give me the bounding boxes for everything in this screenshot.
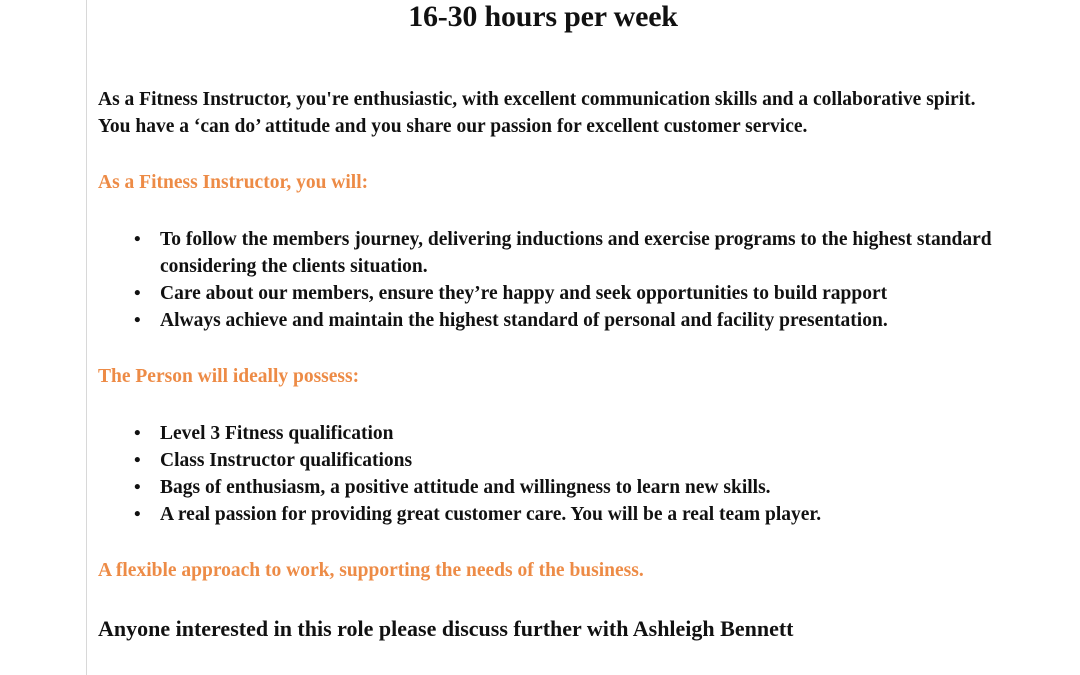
closing-statement: Anyone interested in this role please discuss further with Ashleigh Bennett	[98, 616, 794, 641]
list-item: • Bags of enthusiasm, a positive attitude and willingness to learn new skills.	[160, 474, 998, 501]
spacer	[98, 196, 998, 226]
spacer	[98, 334, 998, 364]
section-heading-person-spec: The Person will ideally possess:	[98, 366, 360, 387]
intro-paragraph: As a Fitness Instructor, you're enthusiastic, with excellent communication skills and a collaborative spirit. You have a ‘can do’ attitude and you share our passion for excellent customer service.	[98, 89, 976, 137]
spacer	[98, 390, 998, 420]
spacer	[98, 584, 998, 614]
list-item: • Class Instructor qualifications	[160, 447, 998, 474]
spacer	[98, 528, 998, 558]
list-item: • Level 3 Fitness qualification	[160, 420, 998, 447]
page-title: 16-30 hours per week	[408, 0, 678, 33]
flexible-approach-note: A flexible approach to work, supporting the needs of the business.	[98, 560, 644, 581]
list-item: • Always achieve and maintain the highest standard of personal and facility presentation.	[160, 307, 998, 334]
list-item: • A real passion for providing great customer care. You will be a real team player.	[160, 501, 998, 528]
spacer	[98, 34, 998, 86]
section-heading-responsibilities: As a Fitness Instructor, you will:	[98, 172, 369, 193]
list-item: • Care about our members, ensure they’re happy and seek opportunities to build rapport	[160, 280, 998, 307]
left-margin-rule	[86, 0, 87, 675]
spacer	[98, 140, 998, 170]
list-item: • To follow the members journey, delivering inductions and exercise programs to the highest standard considering the clients situation.	[160, 226, 998, 280]
person-spec-list	[98, 420, 998, 528]
document-body	[98, 0, 998, 644]
responsibilities-list	[98, 226, 998, 334]
